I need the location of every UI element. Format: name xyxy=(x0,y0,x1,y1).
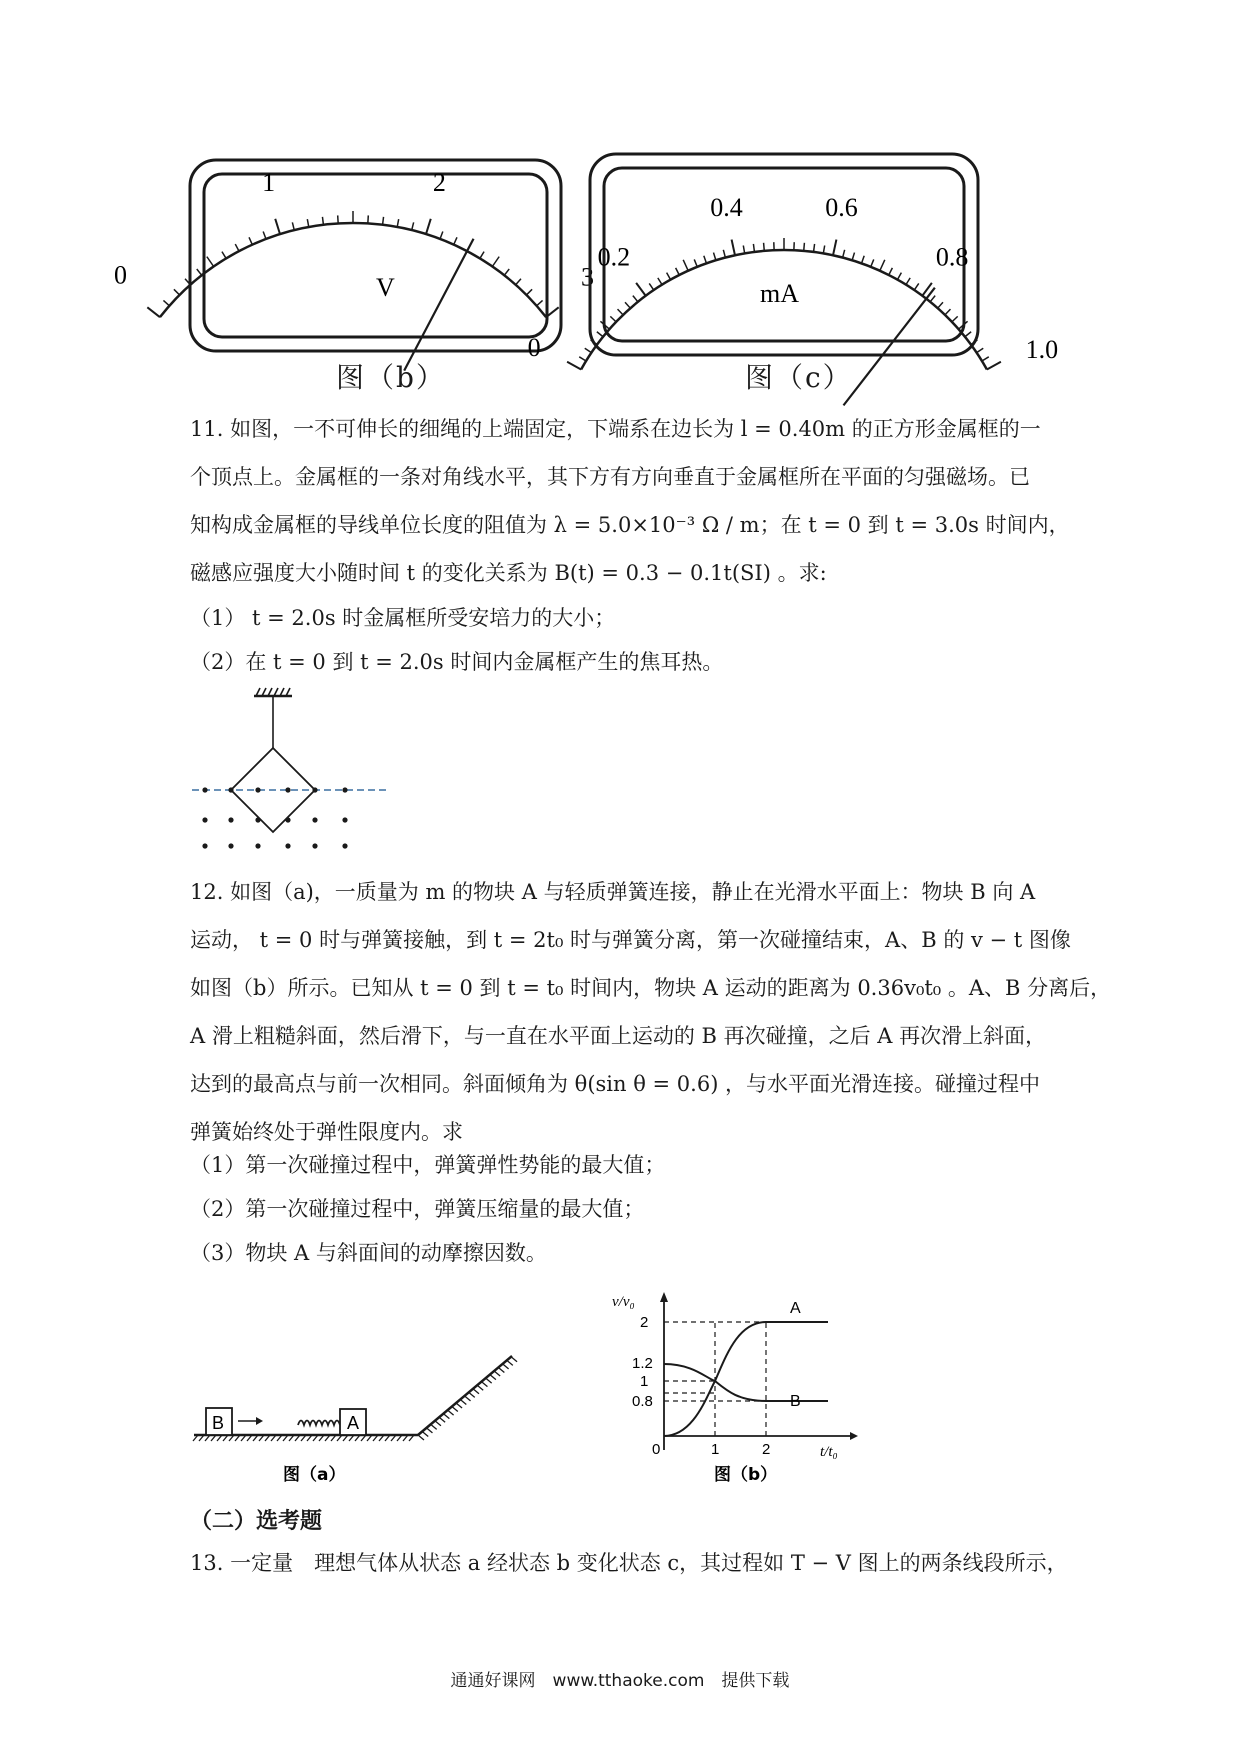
x-tick-2: 2 xyxy=(762,1441,771,1458)
velocity-arrowhead xyxy=(256,1417,263,1425)
q12-line-5: 达到的最高点与前一次相同。斜面倾角为 θ(sin θ = 0.6) ，与水平面光滑连接。碰撞过程中 xyxy=(190,1072,1041,1096)
tick-label: 0 xyxy=(527,333,541,363)
figure-b-vt-caption: 图（b） xyxy=(714,1465,778,1485)
question-11 xyxy=(190,405,1070,597)
voltmeter-unit-label: V xyxy=(376,273,395,302)
figure-b-caption: 图（b） xyxy=(336,361,446,394)
scale-tick xyxy=(567,362,581,370)
q12-part-2: （2）第一次碰撞过程中，弹簧压缩量的最大值； xyxy=(190,1197,645,1221)
tick-label: 1.0 xyxy=(1025,335,1059,365)
y-tick-0-8: 0.8 xyxy=(632,1393,653,1410)
curve-a xyxy=(664,1322,828,1436)
q12-line-6: 弹簧始终处于弹性限度内。求 xyxy=(190,1120,463,1144)
q12-line-1: 12. 如图（a)，一质量为 m 的物块 A 与轻质弹簧连接，静止在光滑水平面上：物块 B 向 A xyxy=(190,880,1036,904)
meter-inner-frame xyxy=(604,168,964,341)
q11-line-4: 磁感应强度大小随时间 t 的变化关系为 B(t) = 0.3 − 0.1t(SI) 。求: xyxy=(190,561,827,585)
voltmeter-scale xyxy=(147,211,558,317)
scale-tick xyxy=(987,362,1001,370)
spring xyxy=(298,1421,340,1426)
y-tick-1-2: 1.2 xyxy=(632,1355,653,1372)
y-tick-2: 2 xyxy=(640,1314,649,1331)
figure-c-caption: 图（c） xyxy=(745,361,853,394)
milliammeter-figure xyxy=(527,152,1059,365)
scale-tick xyxy=(426,219,431,234)
x-axis-arrow xyxy=(850,1432,858,1440)
q12-line-3: 如图（b）所示。已知从 t = 0 到 t = t₀ 时间内，物块 A 运动的距离为 0.36v₀t₀ 。A、B 分离后， xyxy=(190,976,1112,1000)
scale-tick xyxy=(636,283,646,296)
scale-tick xyxy=(732,240,735,256)
tick-label: 0.4 xyxy=(710,193,743,223)
q11-line-2: 个顶点上。金属框的一条对角线水平，其下方有方向垂直于金属框所在平面的匀强磁场。已 xyxy=(190,465,1030,489)
q12-line-4: A 滑上粗糙斜面，然后滑下，与一直在水平面上运动的 B 再次碰撞，之后 A 再次滑上斜面， xyxy=(190,1024,1047,1048)
tick-label: 2 xyxy=(432,168,446,198)
tick-label: 0.2 xyxy=(597,242,631,272)
meter-inner-frame xyxy=(204,174,547,337)
y-axis-label: v/v₀ xyxy=(612,1294,635,1310)
x-axis-label: t/t₀ xyxy=(820,1444,838,1460)
scale-tick xyxy=(275,219,280,234)
q11-part-1: （1） t = 2.0s 时金属框所受安培力的大小； xyxy=(190,606,616,630)
question-12 xyxy=(190,868,1112,1156)
y-axis-arrow xyxy=(660,1292,668,1302)
incline-hatching xyxy=(418,1357,517,1440)
milliammeter-unit-label: mA xyxy=(760,279,799,308)
q12-part-1: （1）第一次碰撞过程中，弹簧弹性势能的最大值； xyxy=(190,1153,666,1177)
tick-label: 1 xyxy=(262,168,276,198)
tick-label: 0 xyxy=(113,260,127,290)
meter-outer-frame xyxy=(190,160,561,351)
scale-arc xyxy=(160,223,546,317)
series-a-label: A xyxy=(790,1300,801,1317)
meter-outer-frame xyxy=(590,154,978,355)
scale-arc xyxy=(581,250,987,370)
hanging-frame-figure xyxy=(190,686,400,856)
block-a-label: A xyxy=(347,1413,360,1433)
magnetic-field-dots xyxy=(202,787,347,848)
scale-tick xyxy=(492,257,499,267)
scale-tick xyxy=(880,260,885,271)
origin-label: 0 xyxy=(652,1441,661,1458)
q11-line-3: 知构成金属框的导线单位长度的阻值为 λ = 5.0×10⁻³ Ω / m；在 t = 0 到 t = 3.0s 时间内， xyxy=(190,513,1070,537)
q12-line-2: 运动， t = 0 时与弹簧接触，到 t = 2t₀ 时与弹簧分离，第一次碰撞结束，A、B 的 v − t 图像 xyxy=(190,928,1071,952)
scale-tick xyxy=(683,260,688,271)
scale-tick xyxy=(207,257,214,267)
scale-tick xyxy=(833,240,836,256)
q11-part-2: （2）在 t = 0 到 t = 2.0s 时间内金属框产生的焦耳热。 xyxy=(190,650,724,674)
q11-line-1: 11. 如图，一不可伸长的细绳的上端固定，下端系在边长为 l = 0.40m 的正方形金属框的一 xyxy=(190,417,1041,441)
figure-a-caption: 图（a） xyxy=(283,1465,346,1485)
tick-label: 3 xyxy=(581,262,595,292)
figure-b-vt-graph xyxy=(598,1286,858,1492)
q12-part-3: （3）物块 A 与斜面间的动摩擦因数。 xyxy=(190,1241,547,1265)
y-tick-1: 1 xyxy=(640,1373,649,1390)
voltmeter-tick-labels xyxy=(114,168,594,291)
voltmeter-figure xyxy=(113,158,595,353)
q13-line-1: 13. 一定量 理想气体从状态 a 经状态 b 变化状态 c，其过程如 T − V 图上的两条线段所示， xyxy=(190,1551,1068,1575)
section-title: （二）选考题 xyxy=(190,1509,323,1534)
scale-tick xyxy=(147,307,160,317)
page-footer: 通通好课网 www.tthaoke.com 提供下载 xyxy=(450,1671,790,1691)
tick-label: 0.6 xyxy=(825,193,858,223)
curve-b xyxy=(664,1364,828,1401)
series-b-label: B xyxy=(790,1393,801,1410)
x-tick-1: 1 xyxy=(711,1441,720,1458)
milliammeter-needle xyxy=(843,288,934,406)
figure-a-blocks-incline xyxy=(190,1290,530,1490)
tick-label: 0.8 xyxy=(935,242,969,272)
block-b-label: B xyxy=(212,1413,225,1433)
